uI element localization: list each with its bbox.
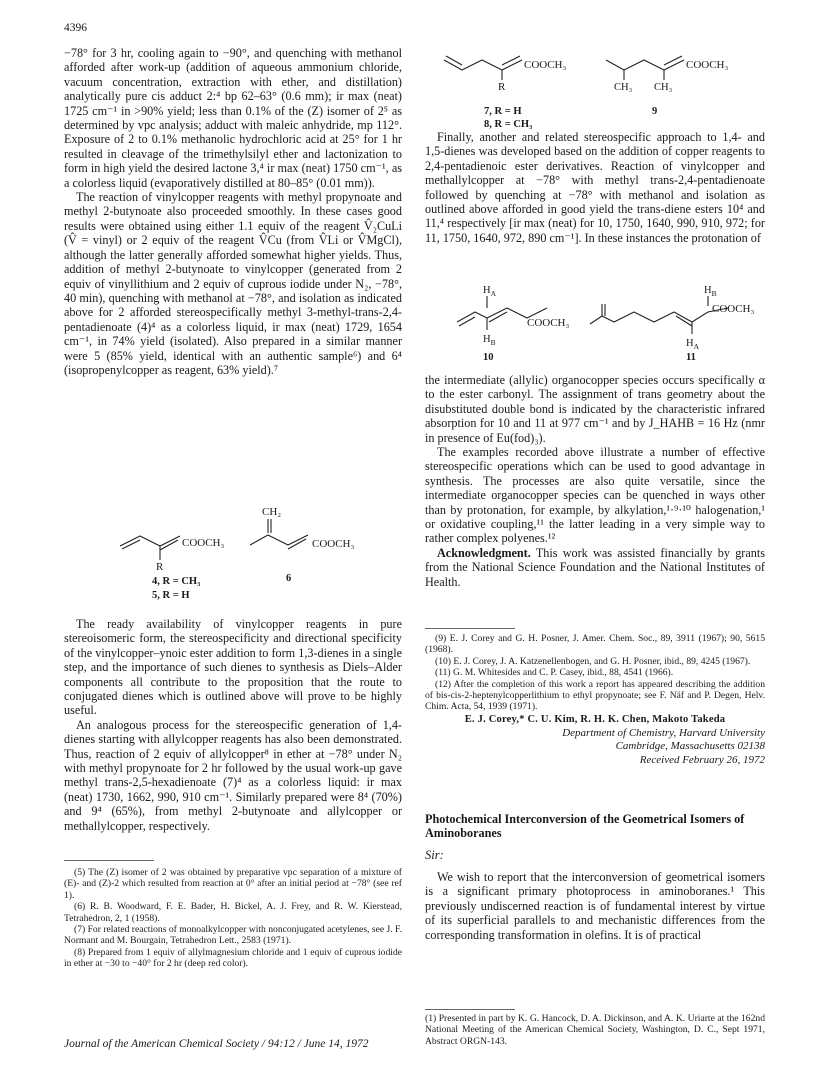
- city: Cambridge, Massachusetts 02138: [615, 740, 765, 753]
- structure-7-8-group: COOCH₃: [524, 59, 567, 71]
- structure-11-label: 11: [686, 352, 696, 363]
- department: Department of Chemistry, Harvard University: [562, 726, 765, 739]
- page-number: 4396: [64, 22, 87, 34]
- footnote-8: (8) Prepared from 1 equiv of allylmagnesium chloride and 1 equiv of cuprous iodide in ether at −30 to −40° for 2 hr (deep red color).: [64, 946, 402, 970]
- received-date: Received February 26, 1972: [639, 753, 765, 766]
- structure-6-label: 6: [286, 573, 292, 584]
- signature-block: [425, 713, 765, 767]
- structure-7-8-label1: 7, R = H: [484, 106, 522, 117]
- footnote-7: (7) For related reactions of monoalkylcopper with nonconjugated acetylenes, see J. F. Normant and M. Bourgain, Tetrahedron Lett., 2583 (1971).: [64, 924, 402, 947]
- structure-9: [600, 46, 770, 136]
- acknowledgment: [425, 546, 765, 589]
- left-column-lower: [64, 617, 402, 833]
- acknowledgment-text: This work was assisted financially by grants from the National Science Foundation and the National Institutes of Health.: [425, 545, 765, 589]
- footnote-10: (10) E. J. Corey, J. A. Katzenellenbogen, and G. H. Posner, ibid., 89, 4245 (1967).: [435, 655, 751, 667]
- structure-10-label: 10: [483, 352, 494, 363]
- right-paragraph-2: the intermediate (allylic) organocopper species occurs specifically α to the ester carbonyl. The assignment of trans geometry about the disubstituted double bond is indicated by the characteristic infrared absorption for 10 and 11 at 977 cm⁻¹ and by J_HAHB = 16 Hz (nmr in presence of Eu(fod)₃).: [425, 373, 765, 445]
- structure-9-sub1: CH₃: [614, 82, 633, 93]
- authors: E. J. Corey,* C. U. Kim, R. H. K. Chen, Makoto Takeda: [464, 714, 726, 725]
- footnote-5: (5) The (Z) isomer of 2 was obtained by preparative vpc separation of a mixture of (E)- and (Z)-2 which resulted from reaction at 0° after an initial period at −78° (see ref 1).: [64, 867, 402, 901]
- structure-9-bonds: [606, 60, 684, 70]
- structure-4-5-label1: 4, R = CH₃: [152, 576, 201, 587]
- left-paragraph-4: An analogous process for the stereospecific generation of 1,4-dienes starting with allylcopper reagents has also been demonstrated. Thus, reaction of 2 equiv of allylcopper⁸ in ether at −78° under N₂ with methyl propynoate for 2 hr followed by the usual work-up gave methyl trans-2,5-hexadienoate (7)⁴ as a colorless liquid: ir max (neat) 1730, 1662, 990, 910 cm⁻¹. Similarly prepared were 8⁴ (70%) and 9⁴ (65%), from methyl 2-butynoate and allylcopper or methallylcopper, respectively.: [64, 717, 402, 833]
- footnote-11: (11) G. M. Whitesides and C. P. Casey, ibid., 88, 4541 (1966).: [435, 667, 674, 679]
- structure-10: [455, 282, 605, 364]
- next-article-footnote: (1) Presented in part by K. G. Hancock, D. A. Dickinson, and A. K. Uriarte at the 162nd National Meeting of the American Chemical Society, Washington, D. C., Sept 1971, Abstract ORGN-143.: [425, 1013, 765, 1047]
- left-footnotes: [64, 867, 402, 970]
- footnote-9: (9) E. J. Corey and G. H. Posner, J. Amer. Chem. Soc., 89, 3911 (1967); 90, 5615 (1968).: [425, 633, 765, 656]
- structure-6: [238, 505, 378, 585]
- salutation: Sir:: [425, 848, 444, 862]
- right-paragraph-3: The examples recorded above illustrate a number of effective stereospecific operations which can be used to good advantage in synthesis. The processes are also quite versatile, since the intermediate organocopper species can be quenched in ways other than by protonation, for example, by alkylation,¹·⁹·¹⁰ halogenation,¹ or oxidative coupling,¹¹ the latter leading in a very simple way to rather complex polyenes.¹²: [425, 445, 765, 546]
- left-paragraph-3: The ready availability of vinylcopper reagents in pure stereoisomeric form, the stereospecificity and directional specificity of the vinylcopper–ynoic ester addition to form 1,3-dienes in a single step, and the importance of such dienes to synthesis as Diels–Alder components all contribute to the proposition that the route to conjugated dienes which is outlined above will prove to be highly useful.: [64, 617, 402, 718]
- structure-4-5-label2: 5, R = H: [152, 590, 190, 601]
- structure-4-5-group: COOCH₃: [182, 537, 225, 549]
- journal-footer: Journal of the American Chemical Society / 94:12 / June 14, 1972: [64, 1038, 369, 1050]
- structure-11: [588, 282, 768, 364]
- structure-4-5-sub: R: [156, 561, 164, 573]
- footnote-rule-left: [64, 860, 154, 861]
- structure-7-8-label2: 8, R = CH₃: [484, 119, 533, 130]
- structure-11-ha: $H_A$: [686, 338, 700, 351]
- next-article-title: Photochemical Interconversion of the Geometrical Isomers of Aminoboranes: [425, 812, 745, 840]
- structure-6-bonds: [250, 535, 308, 545]
- structure-9-label: 9: [652, 106, 658, 117]
- right-column-upper: [425, 130, 765, 245]
- structure-11-hb: $H_B$: [704, 285, 717, 298]
- footnote-rule-bottom-right: [425, 1009, 515, 1010]
- right-footnotes: [425, 633, 765, 713]
- structure-6-top: CH₂: [262, 506, 282, 518]
- next-article-body: [425, 870, 765, 942]
- left-column: [64, 46, 402, 377]
- right-paragraph-1: Finally, another and related stereospecific approach to 1,4- and 1,5-dienes was developed based on the addition of copper reagents to 2,4-pentadienoic ester derivatives. Reaction of vinylcopper and methallylcopper at −78° with methyl trans-2,4-pentadienoate followed by quenching at −78° with methanol and isolation as outlined above afforded in good yield the trans-diene esters 10⁴ and 11,⁴ respectively [ir max (neat) for 10, 1750, 1640, 990, 910, 972; for 11, 1750, 1640, 972, 890 cm⁻¹]. In these instances the protonation of: [425, 130, 765, 245]
- structure-7-8-sub: R: [498, 81, 506, 93]
- footnote-6: (6) R. B. Woodward, F. E. Bader, H. Bickel, A. J. Frey, and R. W. Kierstead, Tetrahedron, 2, 1 (1958).: [64, 901, 402, 924]
- left-paragraph-2: The reaction of vinylcopper reagents with methyl propynoate and methyl 2-butynoate also proceeded smoothly. In these cases good results were obtained using either 1.1 equiv of the reagent V̂₂CuLi (V̂ = vinyl) or 2 equiv of the reagent V̂Cu (from V̂Li or V̂MgCl), although the latter generally afforded somewhat higher yields. Thus, addition of methyl 2-butynoate to vinylcopper (generated from 2 equiv of vinyllithium and 2 equiv of cuprous iodide under N₂, −78°, 40 min), quenching with methanol at −78°, and isolation as indicated above for 2 afforded stereospecifically methyl 3-methyl-trans-2,4-pentadienoate (4)⁴ as a colorless liquid, ir max (neat) 1729, 1654 cm⁻¹, in 74% yield (isolated). Also prepared in a similar manner were 5 (85% yield, identical with an authentic sample⁶) and 6⁴ (isopropenylcopper as reagent, 63% yield).⁷: [64, 190, 402, 377]
- structure-11-bonds: [590, 308, 728, 324]
- structure-10-ha: $H_A$: [483, 285, 497, 298]
- structure-10-group: COOCH₃: [527, 317, 570, 329]
- footnote-12: (12) After the completion of this work a report has appeared describing the addition of bis-cis-2-heptenylcopperlithium to ethyl propynoate; see F. Näf and P. Degen, Helv. Chim. Acta, 54, 1939 (1971).: [425, 678, 765, 713]
- next-article-paragraph: We wish to report that the interconversion of geometrical isomers is a significant primary photoprocess in aminoboranes.¹ This previously undiscerned reaction is of fundamental interest by virtue of its superficial parallels to and mechanistic differences from the corresponding transformation in olefins. It is of practical: [425, 870, 765, 942]
- structure-6-group: COOCH₃: [312, 538, 355, 550]
- structure-9-group: COOCH₃: [686, 59, 729, 71]
- structure-9-sub2: CH₃: [654, 82, 673, 93]
- structure-7-8: [440, 46, 590, 136]
- structure-11-group: COOCH₃: [712, 303, 755, 315]
- structure-10-hb: $H_B$: [483, 334, 496, 347]
- right-column-middle: [425, 373, 765, 589]
- footnote-rule-right: [425, 628, 515, 629]
- left-paragraph-1: −78° for 3 hr, cooling again to −90°, and quenching with methanol afforded after work-up (addition of aqueous ammonium chloride, vacuum concentration, extraction with ether, and distillation) analytically pure cis adduct 2:⁴ bp 62–63° (0.6 mm); ir max (neat) 1725 cm⁻¹ in >90% yield; less than 0.1% of the (Z) isomer of 2⁵ as determined by vpc analysis; adduct with maleic anhydride, mp 112°. Exposure of 2 to 0.1% methanolic hydrochloric acid at 25° for 1 hr resulted in cleavage of the trimethylsilyl ether and lactonization to form in high yield the desired lactone 3,⁴ ir max (neat) 1750 cm⁻¹, as a colorless liquid (evaporatively distilled at 80–85° (0.01 mm)).: [64, 46, 402, 190]
- acknowledgment-label: Acknowledgment.: [437, 545, 531, 560]
